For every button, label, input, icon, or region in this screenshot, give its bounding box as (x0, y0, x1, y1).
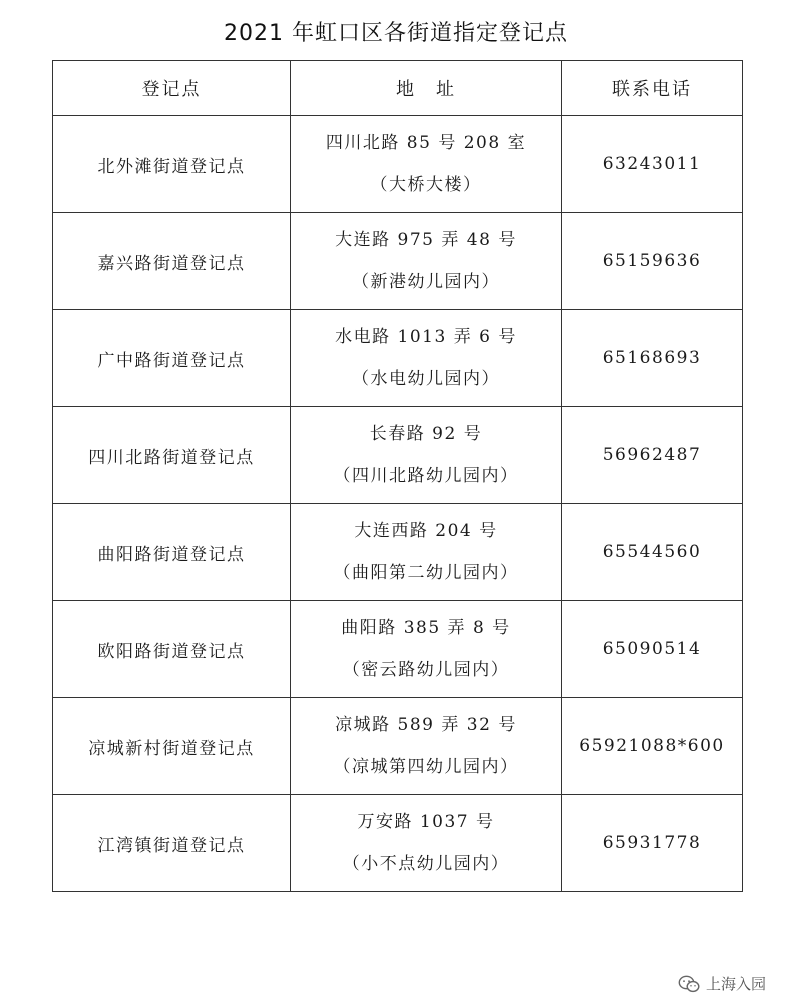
table-row (53, 213, 743, 310)
address-line: 大连路 975 弄 48 号 (335, 230, 517, 250)
table-row (53, 310, 743, 407)
phone-number: 65168693 (562, 310, 743, 407)
table-row (53, 698, 743, 795)
registration-point-name: 曲阳路街道登记点 (53, 504, 291, 601)
address-cell (291, 698, 562, 795)
table-row (53, 116, 743, 213)
address-note: （大桥大楼） (370, 175, 482, 195)
address-cell (291, 310, 562, 407)
address-line: 水电路 1013 弄 6 号 (335, 327, 517, 347)
watermark-text: 上海入园 (705, 975, 766, 993)
address-note: （四川北路幼儿园内） (333, 466, 519, 486)
registration-point-name: 北外滩街道登记点 (53, 116, 291, 213)
address-note: （水电幼儿园内） (352, 369, 500, 389)
address-line: 凉城路 589 弄 32 号 (335, 715, 517, 735)
header-phone: 联系电话 (562, 61, 743, 116)
table-row (53, 504, 743, 601)
address-cell (291, 213, 562, 310)
phone-number: 63243011 (562, 116, 743, 213)
address-note: （曲阳第二幼儿园内） (333, 563, 519, 583)
address-cell (291, 504, 562, 601)
registration-point-name: 嘉兴路街道登记点 (53, 213, 291, 310)
address-line: 长春路 92 号 (369, 424, 483, 444)
registration-point-name: 江湾镇街道登记点 (53, 795, 291, 892)
page-title: 2021 年虹口区各街道指定登记点 (224, 21, 568, 46)
table-row (53, 601, 743, 698)
registration-point-name: 欧阳路街道登记点 (53, 601, 291, 698)
address-cell (291, 601, 562, 698)
address-line: 四川北路 85 号 208 室 (325, 133, 527, 153)
registration-point-name: 四川北路街道登记点 (53, 407, 291, 504)
phone-number: 65921088*600 (562, 698, 743, 795)
account-watermark (678, 973, 766, 994)
phone-number: 56962487 (562, 407, 743, 504)
table-row (53, 407, 743, 504)
registration-point-name: 广中路街道登记点 (53, 310, 291, 407)
phone-number: 65159636 (562, 213, 743, 310)
address-note: （新港幼儿园内） (352, 272, 500, 292)
header-registration-point: 登记点 (53, 61, 291, 116)
registration-table (52, 60, 743, 892)
table-row (53, 795, 743, 892)
phone-number: 65090514 (562, 601, 743, 698)
address-note: （小不点幼儿园内） (342, 854, 510, 874)
address-note: （密云路幼儿园内） (342, 660, 510, 680)
address-note: （凉城第四幼儿园内） (333, 757, 519, 777)
phone-number: 65931778 (562, 795, 743, 892)
header-address: 地 址 (291, 61, 562, 116)
table-header-row (53, 61, 743, 116)
address-cell (291, 407, 562, 504)
address-cell (291, 116, 562, 213)
address-line: 曲阳路 385 弄 8 号 (341, 618, 511, 638)
registration-point-name: 凉城新村街道登记点 (53, 698, 291, 795)
address-line: 万安路 1037 号 (357, 812, 495, 832)
address-cell (291, 795, 562, 892)
wechat-icon (678, 975, 700, 993)
phone-number: 65544560 (562, 504, 743, 601)
address-line: 大连西路 204 号 (354, 521, 498, 541)
